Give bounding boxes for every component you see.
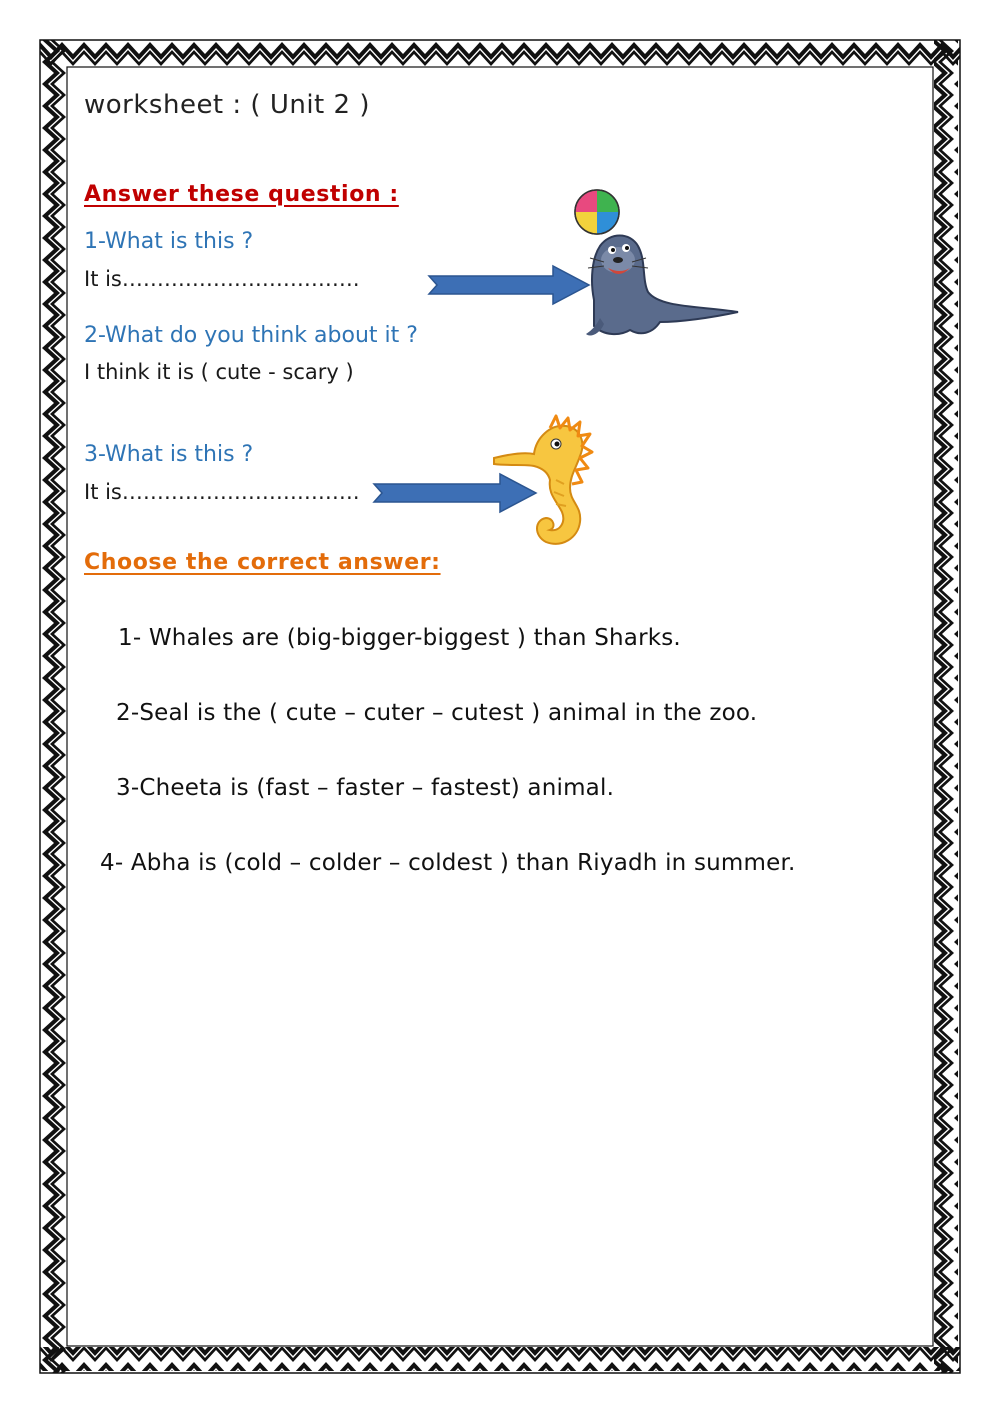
choice-item-4: 4- Abha is (cold – colder – coldest ) than Riyadh in summer. xyxy=(100,850,796,876)
answer-line-1: It is……………………………. xyxy=(84,267,360,291)
question-1: 1-What is this ? xyxy=(84,229,254,254)
choice-item-2: 2-Seal is the ( cute – cuter – cutest ) animal in the zoo. xyxy=(116,700,758,726)
worksheet-title: worksheet : ( Unit 2 ) xyxy=(84,90,370,120)
answer-line-3: It is……………………………. xyxy=(84,480,360,504)
choice-item-3: 3-Cheeta is (fast – faster – fastest) animal. xyxy=(116,775,615,801)
section-heading-questions: Answer these question : xyxy=(84,182,399,207)
section-heading-choose: Choose the correct answer: xyxy=(84,550,441,575)
choice-item-1: 1- Whales are (big-bigger-biggest ) than Sharks. xyxy=(118,625,681,651)
seahorse-illustration xyxy=(490,414,595,554)
question-3: 3-What is this ? xyxy=(84,442,254,467)
question-2: 2-What do you think about it ? xyxy=(84,323,418,348)
answer-line-2: I think it is ( cute - scary ) xyxy=(84,360,354,384)
seal-with-ball-illustration xyxy=(560,188,750,340)
